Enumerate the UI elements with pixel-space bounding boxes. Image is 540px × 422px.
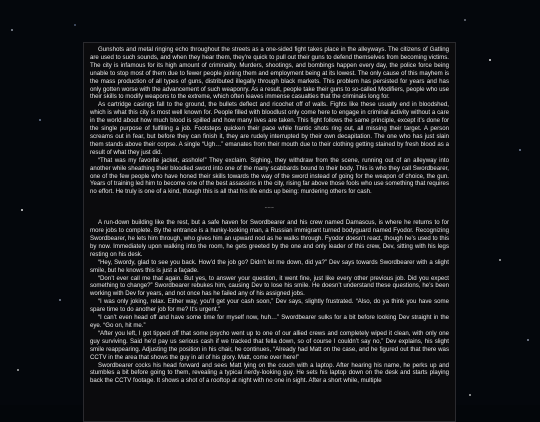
story-paragraph: “I was only joking, relax. Either way, you’ll get your cash soon,” Dev says, slightly frustrated. “Also, do ya think you have some spare time to do another job for me? It’s urgent.”: [90, 298, 449, 314]
scene-separator: ~~~: [264, 206, 275, 212]
story-paragraph: Gunshots and metal ringing echo throughout the streets as a one-sided fight takes place in the alleyways. The citizens of Gatling are used to such sounds, and when they hear them, they’re quick to pull out their guns to defend themselves from becoming victims. The city is infamous for its high amount of criminality. Murders, shootings, and bombings happen every day, the police force being unable to stop most of them due to fewer people joining them and employment being at its lowest. The only cause of this mayhem is the mass production of all types of guns, distributed illegally through black markets. This problem has persisted for years and has only gotten worse with the advancement of such weaponry. As a result, people take their guns to so-called Modifiers, people who use their skills to modify weapons to the extreme, which often leaves immense casualties that the criminals long for.: [90, 46, 449, 101]
story-page: [83, 42, 456, 422]
story-paragraph: “After you left, I got tipped off that some psycho went up to one of our allied crews and completely wiped it clean, with only one guy surviving. Said he’d pay us serious cash if we tracked that fella down, so of course I couldn’t say no,” Dev explains, his slight smile reappearing. Adjusting the position in his chair, he continues, “Already had Matt on the case, and he figured out that there was CCTV in the area that shows the guy in all of his glory. Matt, come over here!”: [90, 329, 449, 361]
story-paragraph: “I can’t even head off and have some time for myself now, huh…” Swordbearer sulks for a bit before looking Dev straight in the eye. “Go on, hit me.”: [90, 314, 449, 329]
story-paragraph: As cartridge casings fall to the ground, the bullets deflect and ricochet off of walls. Fights like these usually end in bloodshed, which is what this city is most well known for. People filled with bloodlust only come here to engage in criminal activity without a care in the world about how much blood is spilled and how many lives are taken. This fight follows the same principle, except it’s done for the single purpose of fulfilling a job. Footsteps quicken their pace while frantic shots ring out, all missing their target. A person screams out in fear, but before they can finish it, they are rudely interrupted by their own decapitation. The one who has just slain them stands above their corpse. A single “Ugh…” emanates from their mouth due to their clothing getting stained by fresh blood as a result of what they just did.: [90, 101, 449, 156]
story-paragraph: “That was my favorite jacket, asshole!” They exclaim. Sighing, they withdraw from the scene, running out of an alleyway into another while sheathing their bloodied sword into one of the many scabbards bound to their body. This is who they call Swordbearer, one of the few people who have honed their skills towards the way of the sword instead of going for the weapon of choice, the gun. Years of training led him to become one of the best assassins in the city, rising far above those fools who use something that requires no effort. He truly is one of a kind, though this is all that his life ends up being: murdering others for cash.: [90, 156, 449, 196]
story-paragraph: Swordbearer cocks his head forward and sees Matt lying on the couch with a laptop. After hearing his name, he perks up and stumbles a bit before going to them, revealing a typical nerdy-looking guy. He sets his laptop down on the desk and starts playing back the CCTV footage. It shows a shot of a rooftop at night with no one in sight. After a short while, multiple: [90, 361, 449, 385]
story-paragraph: “Hey, Swordy, glad to see you back. How’d the job go? Didn’t let me down, did ya?” Dev says towards Swordbearer with a slight smile, but he knows this is just a façade.: [90, 258, 449, 274]
story-paragraph: A run-down building like the rest, but a safe haven for Swordbearer and his crew named Damascus, is where he returns to for more jobs to complete. By the entrance is a hunky-looking man, a Russian immigrant turned bodyguard named Fyodor. Recognizing Swordbearer, he lets him through, who gives him an upward nod as he walks through. Fyodor doesn’t react, though he’s used to this by now. Immediately upon walking into the room, he gets greeted by the one and only leader of this crew, Dev, sitting with his legs resting on his desk.: [90, 219, 449, 258]
story-paragraph: “Don’t ever call me that again. But yes, to answer your question, it went fine, just like every other previous job. Did you expect something to change?” Swordbearer rebukes him, causing Dev to lose his smile. He doesn’t understand these questions, he’s been working with Dev for years, and not once has he failed any of his assigned jobs.: [90, 274, 449, 298]
